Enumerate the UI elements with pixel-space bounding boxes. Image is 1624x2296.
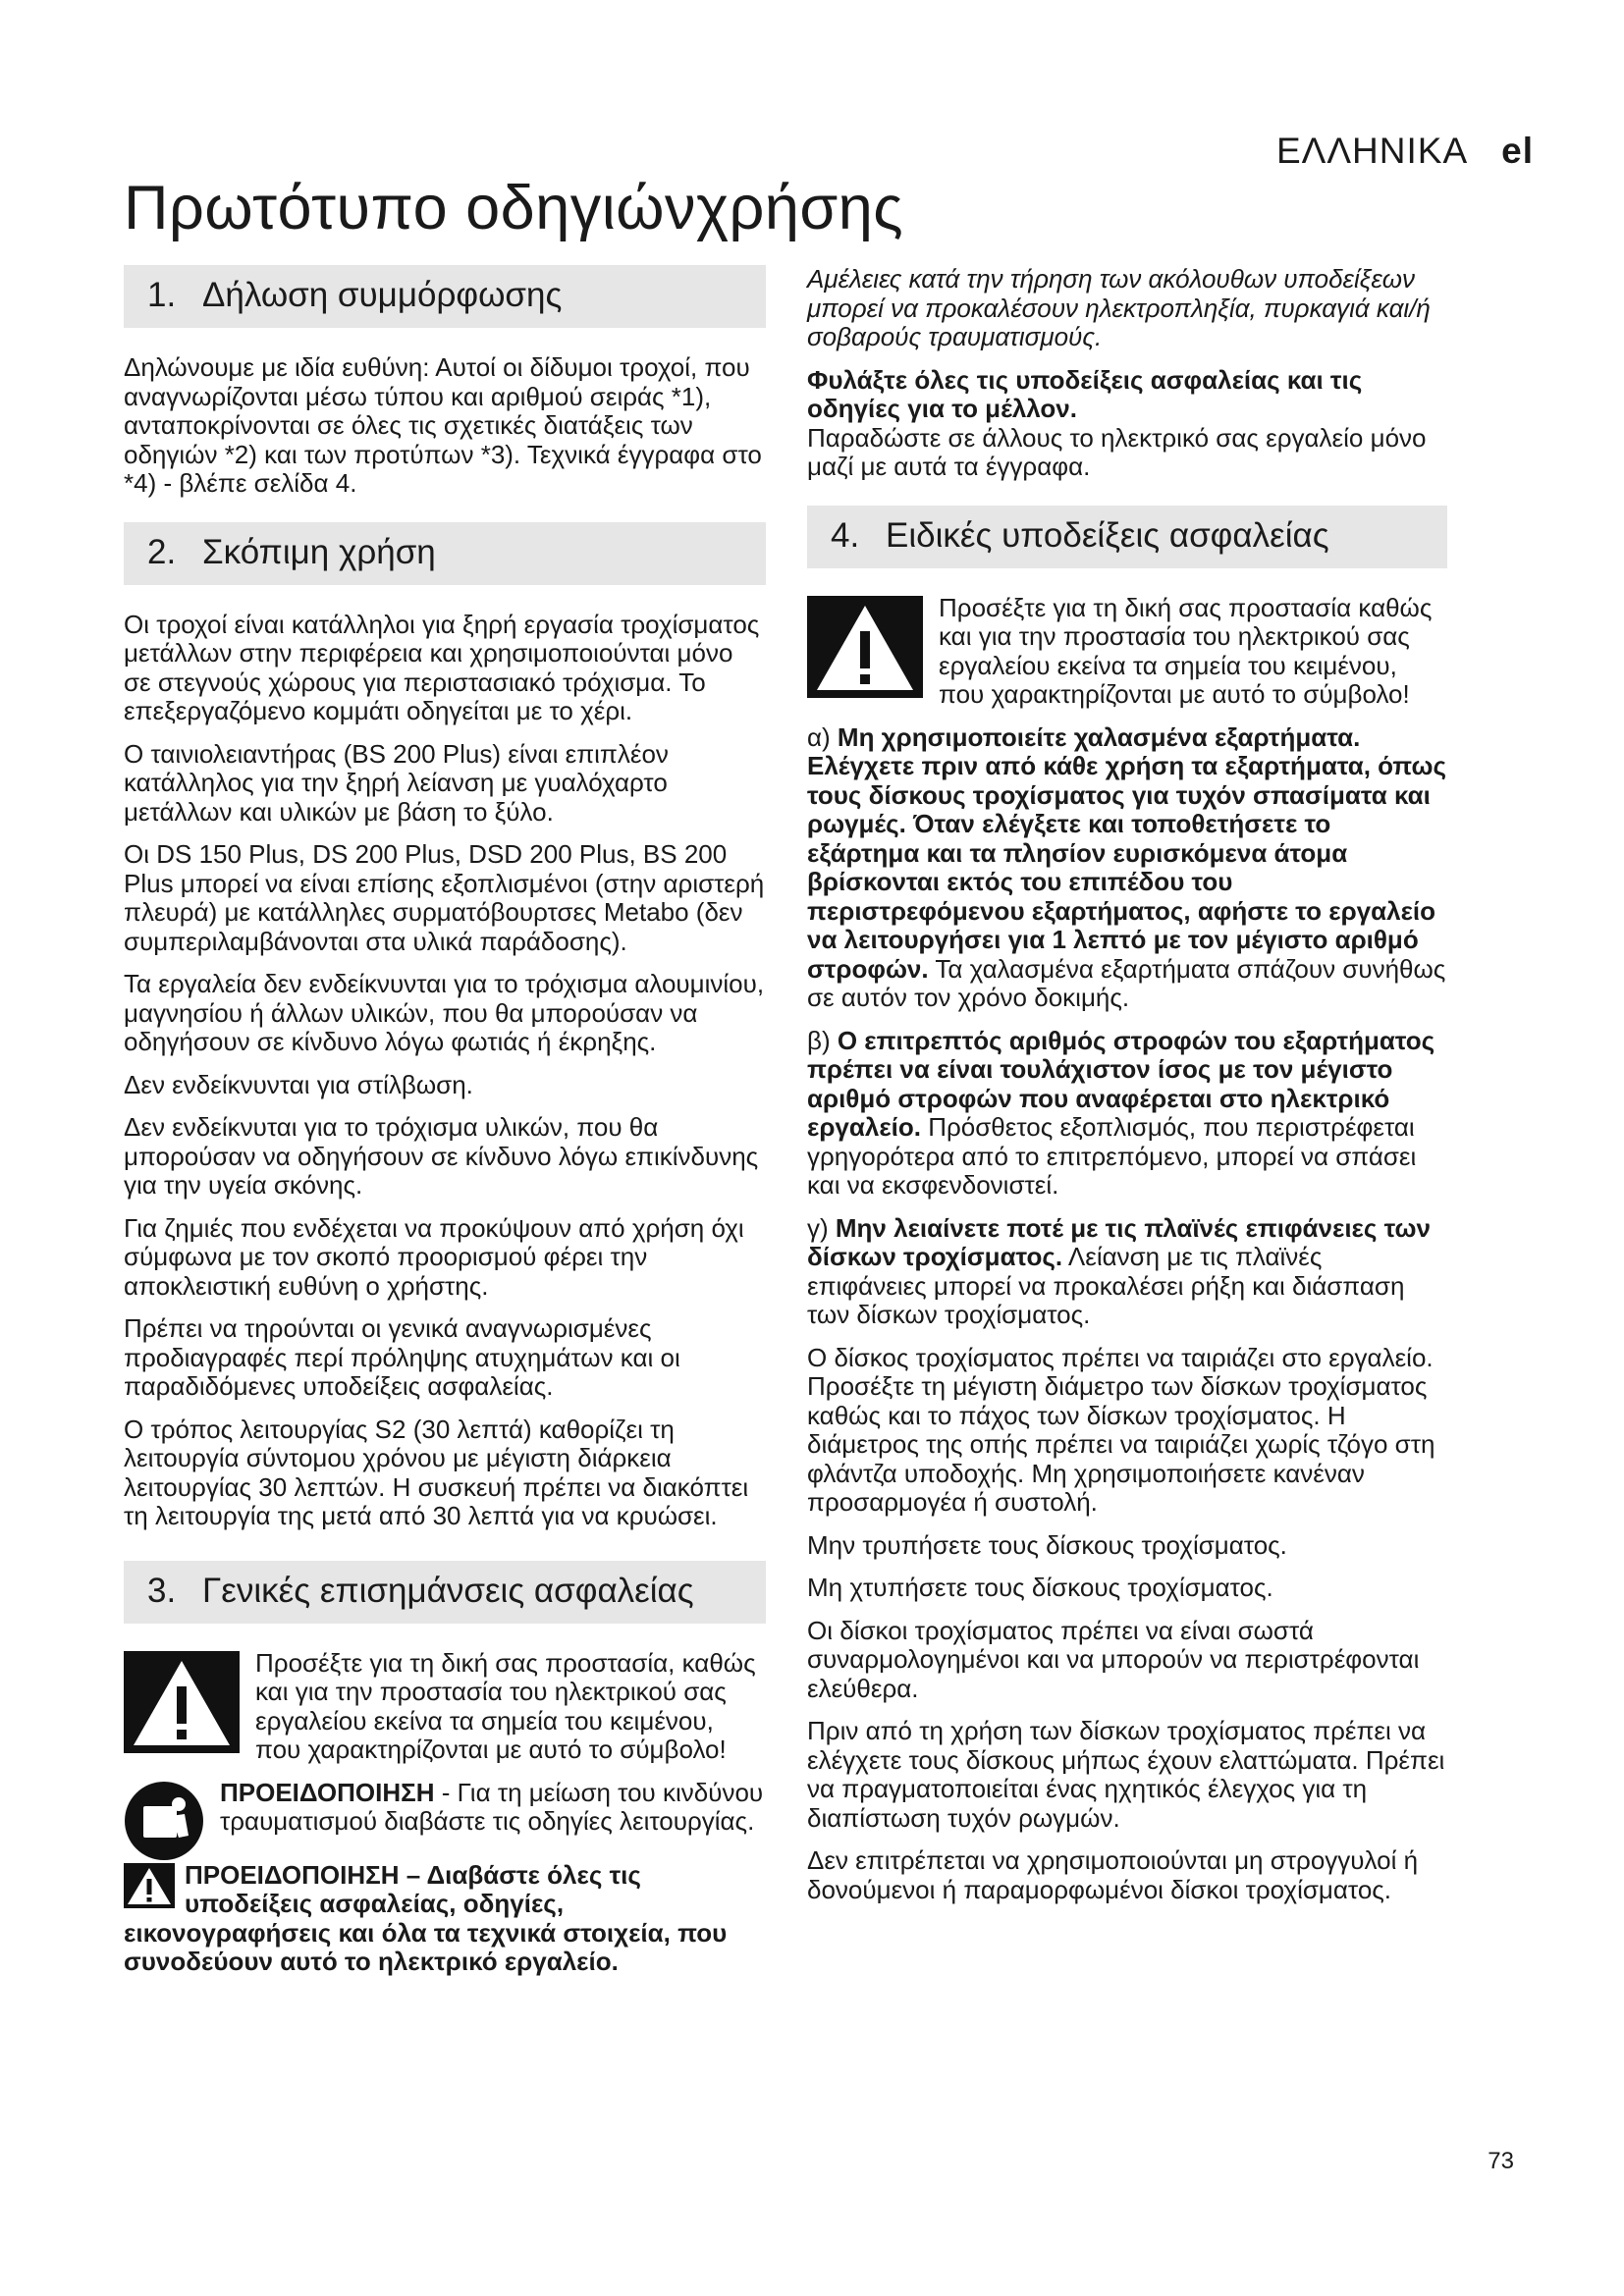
keep-instructions-bold: Φυλάξτε όλες τις υποδείξεις ασφαλείας και τις οδηγίες για το μέλλον.: [807, 364, 1363, 423]
section-2-number: 2.: [147, 532, 177, 571]
section-2-paragraph: Πρέπει να τηρούνται οι γενικά αναγνωρισμένες προδιαγραφές περί πρόληψης ατυχημάτων και οι παραδιδόμενες υποδείξεις ασφαλείας.: [124, 1313, 680, 1401]
section-4-number: 4.: [831, 515, 860, 555]
warning-triangle-icon: [124, 1863, 175, 1908]
section-3-warning-note: [124, 1649, 766, 1779]
section-4-heading: [807, 506, 1447, 568]
section-2-paragraph: Ο τρόπος λειτουργίας S2 (30 λεπτά) καθορίζει τη λειτουργία σύντομου χρόνου με μέγιστη διάρκεια λειτουργίας 30 λεπτών. Η συσκευή πρέπει να διακόπτει τη λειτουργία της μετά από 30 λεπτά για να κρυώσει.: [124, 1414, 749, 1530]
section-4-warning-text: Προσέξτε για τη δική σας προστασία καθώς και για την προστασία του ηλεκτρικού σας εργαλείου εκείνα τα σημεία του κειμένου, που χαρακτηρίζονται με αυτό το σύμβολο!: [939, 593, 1433, 709]
section-1-paragraph: Δηλώνουμε με ιδία ευθύνη: Αυτοί οι δίδυμοι τροχοί, που αναγνωρίζονται μέσω τύπου και αριθμού σειράς *1), ανταποκρίνονται σε όλες τις σχετικές διατάξεις των οδηγιών *2) και των προτύπων *3). Τεχνικά έγγραφα στο *4) - βλέπε σελίδα 4.: [124, 352, 762, 498]
safety-item-c: [807, 1214, 1447, 1330]
section-1-number: 1.: [147, 276, 177, 314]
page-number: 73: [1488, 2148, 1514, 2174]
safety-item-b: [807, 1027, 1447, 1201]
section-4-paragraph: Πριν από τη χρήση των δίσκων τροχίσματος πρέπει να ελέγχετε τους δίσκους μήπως έχουν ελαττώματα. Πρέπει να πραγματοποιείται ένας ηχητικός έλεγχος για τη διαπίστωση τυχόν ρωγμών.: [807, 1716, 1445, 1833]
read-manual-text: [124, 1779, 766, 1837]
safety-item-a-bold: Μη χρησιμοποιείτε χαλασμένα εξαρτήματα. Ελέγχετε πριν από κάθε χρήση τα εξαρτήματα, όπως τους δίσκους τροχίσματος για τυχόν σπασίματα και ρωγμές. Όταν ελέγξετε και τοποθετήσετε το εξάρτημα και τα πλησίον ευρισκόμενα άτομα βρίσκονται εκτός του επιπέδου του περιστρεφόμενου εξαρτήματος, αφήστε το εργαλείο να λειτουργήσει για 1 λεπτό με τον μέγιστο αριθμό στροφών.: [807, 721, 1446, 984]
section-4-warning-note: [807, 594, 1447, 723]
read-all-warning: [124, 1861, 766, 1991]
language-code: el: [1501, 131, 1534, 171]
section-4-paragraph: Ο δίσκος τροχίσματος πρέπει να ταιριάζει στο εργαλείο. Προσέξτε τη μέγιστη διάμετρο των δίσκων τροχίσματος καθώς και το πάχος των δίσκων τροχίσματος. Η διάμετρος της οπής πρέπει να ταιριάζει χωρίς τζόγο στη φλάντζα υποδοχής. Μη χρησιμοποιήσετε κανέναν προσαρμογέα ή συστολή.: [807, 1342, 1435, 1517]
read-manual-note: [124, 1779, 766, 1861]
section-3-heading: [124, 1561, 766, 1624]
section-2-paragraph: Για ζημιές που ενδέχεται να προκύψουν από χρήση όχι σύμφωνα με τον σκοπό προορισμού φέρει την αποκλειστική ευθύνη ο χρήστης.: [124, 1212, 744, 1301]
language-label: ΕΛΛΗΝΙΚΑ: [1275, 131, 1469, 171]
section-1-heading: [124, 265, 766, 328]
section-2-title: Σκόπιμη χρήση: [202, 532, 436, 571]
safety-item-b-bold: Ο επιτρεπτός αριθμός στροφών του εξαρτήματος πρέπει να είναι τουλάχιστον ίσος με τον μέγιστο αριθμό στροφών που αναφέρεται στο ηλεκτρικό εργαλείο.: [807, 1025, 1435, 1142]
section-2-paragraph: Δεν ενδείκνυνται για στίλβωση.: [124, 1069, 473, 1099]
section-1-title: Δήλωση συμμόρφωσης: [202, 276, 563, 314]
safety-item-b-text: Πρόσθετος εξοπλισμός, που περιστρέφεται γρηγορότερα από το επιτρεπόμενο, μπορεί να σπάσει και να εκσφενδονιστεί.: [807, 1112, 1417, 1200]
section-4-paragraph: Δεν επιτρέπεται να χρησιμοποιούνται μη στρογγυλοί ή δονούμενοι ή παραμορφωμένοι δίσκοι τροχίσματος.: [807, 1845, 1419, 1904]
section-2-paragraph: Ο ταινιολειαντήρας (BS 200 Plus) είναι επιπλέον κατάλληλος για την ξηρή λείανση με γυαλόχαρτο μετάλλων και υλικών με βάση το ξύλο.: [124, 738, 669, 827]
section-4-paragraph: Μη χτυπήσετε τους δίσκους τροχίσματος.: [807, 1573, 1273, 1602]
section-3-title: Γενικές επισημάνσεις ασφαλείας: [202, 1571, 694, 1610]
keep-instructions-text: Παραδώστε σε άλλους το ηλεκτρικό σας εργαλείο μόνο μαζί με αυτά τα έγγραφα.: [807, 422, 1427, 481]
read-all-warning-italic: Αμέλειες κατά την τήρηση των ακόλουθων υποδείξεων μπορεί να προκαλέσουν ηλεκτροπληξία, πυρκαγιά και/ή σοβαρούς τραυματισμούς.: [807, 264, 1431, 351]
left-column: [124, 265, 766, 1991]
section-4-paragraph: Μην τρυπήσετε τους δίσκους τροχίσματος.: [807, 1529, 1287, 1560]
section-2-paragraph: Δεν ενδείκνυται για το τρόχισμα υλικών, που θα μπορούσαν να οδηγήσουν σε κίνδυνο λόγω επικίνδυνης για την υγεία σκόνης.: [124, 1112, 759, 1200]
section-2-paragraph: Οι τροχοί είναι κατάλληλοι για ξηρή εργασία τροχίσματος μετάλλων στην περιφέρεια και χρησιμοποιούνται μόνο σε στεγνούς χώρους για περιστασιακό τρόχισμα. Το επεξεργαζόμενο κομμάτι οδηγείται με το χέρι.: [124, 609, 760, 725]
section-4-title: Ειδικές υποδείξεις ασφαλείας: [886, 515, 1329, 555]
safety-item-c-text: Λείανση με τις πλαϊνές επιφάνειες μπορεί να προκαλέσει ρήξη και διάσπαση των δίσκων τροχίσματος.: [807, 1242, 1405, 1329]
section-4-paragraph: Οι δίσκοι τροχίσματος πρέπει να είναι σωστά συναρμολογημένοι και να μπορούν να περιστρέφονται ελεύθερα.: [807, 1615, 1420, 1703]
section-3-number: 3.: [147, 1571, 177, 1610]
read-all-warning-bold: ΠΡΟΕΙΔΟΠΟΙΗΣΗ – Διαβάστε όλες τις υποδείξεις ασφαλείας, οδηγίες, εικονογραφήσεις και όλα τα τεχνικά στοιχεία, που συνοδεύουν αυτό το ηλεκτρικό εργαλείο.: [124, 1860, 728, 1976]
read-manual-icon: [124, 1781, 204, 1861]
safety-item-c-bold: Μην λειαίνετε ποτέ με τις πλαϊνές επιφάνειες των δίσκων τροχίσματος.: [807, 1212, 1431, 1271]
language-header: [1276, 131, 1534, 172]
page-title: Πρωτότυπο οδηγιώνχρήσης: [124, 174, 904, 242]
safety-item-a: [807, 723, 1447, 1013]
read-manual-bold: ΠΡΟΕΙΔΟΠΟΙΗΣΗ: [220, 1778, 435, 1807]
section-3-warning-text: Προσέξτε για τη δική σας προστασία, καθώς και για την προστασία του ηλεκτρικού σας εργαλείου εκείνα τα σημεία του κειμένου, που χαρακτηρίζονται με αυτό το σύμβολο!: [255, 1648, 756, 1764]
read-manual-rest: - Για τη μείωση του κινδύνου τραυματισμού διαβάστε τις οδηγίες λειτουργίας.: [220, 1778, 764, 1836]
warning-triangle-icon: [124, 1651, 240, 1753]
safety-item-c-label: γ): [807, 1212, 836, 1243]
warning-triangle-icon: [807, 596, 923, 698]
keep-instructions: [807, 366, 1447, 482]
safety-item-a-label: α): [807, 721, 838, 752]
section-2-paragraph: Οι DS 150 Plus, DS 200 Plus, DSD 200 Plus, BS 200 Plus μπορεί να είναι επίσης εξοπλισμένοι (στην αριστερή πλευρά) με κατάλληλες συρματόβουρτσες Metabo (δεν συμπεριλαμβάνονται στα υλικά παράδοσης).: [124, 839, 765, 956]
right-column: [807, 265, 1447, 1918]
safety-item-b-label: β): [807, 1025, 838, 1055]
section-2-paragraph: Τα εργαλεία δεν ενδείκνυνται για το τρόχισμα αλουμινίου, μαγνησίου ή άλλων υλικών, που θα μπορούσαν να οδηγήσουν σε κίνδυνο λόγω φωτιάς ή έκρηξης.: [124, 969, 765, 1056]
section-2-heading: [124, 522, 766, 585]
safety-item-a-text: Τα χαλασμένα εξαρτήματα σπάζουν συνήθως σε αυτόν τον χρόνο δοκιμής.: [807, 953, 1446, 1012]
